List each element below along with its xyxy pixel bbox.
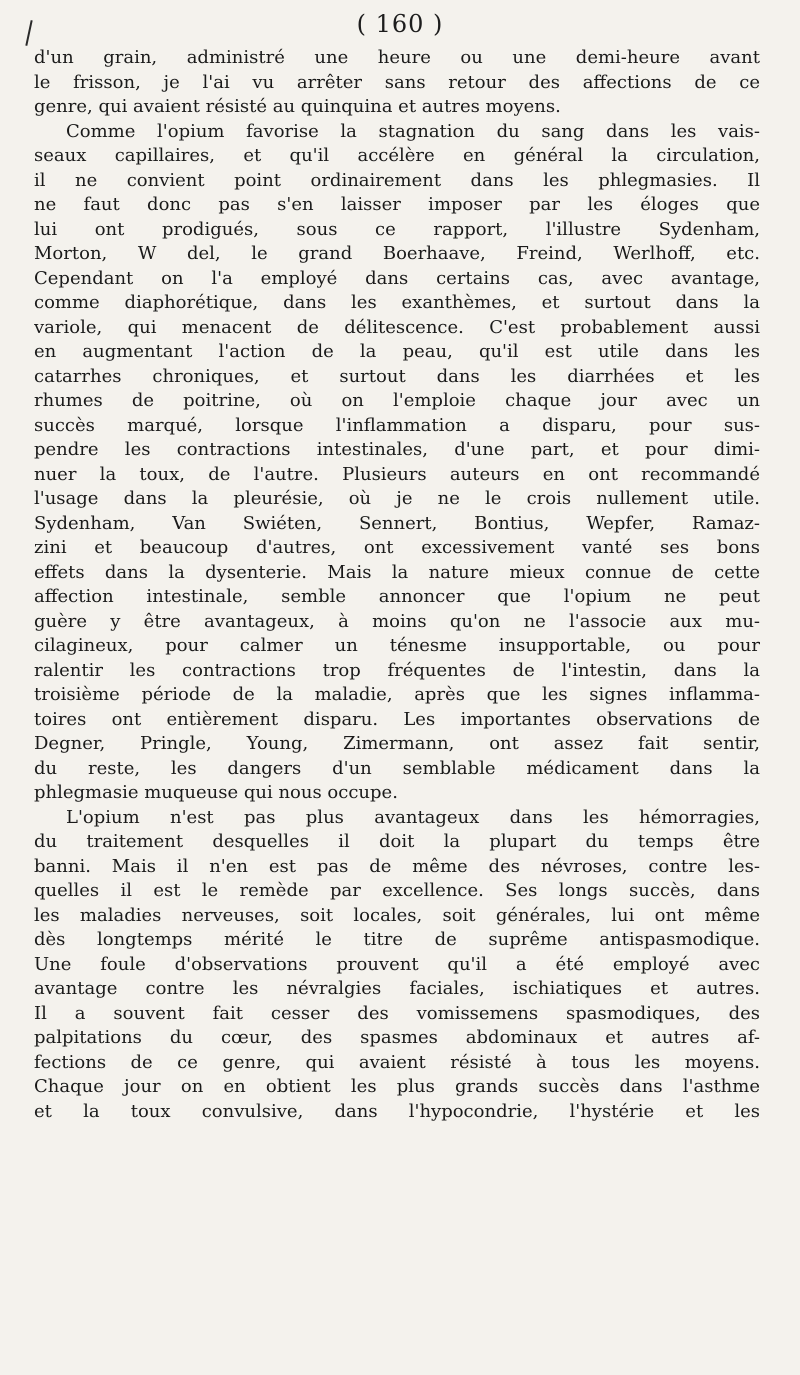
- text-line: toires ont entièrement disparu. Les importantes observations de: [34, 708, 760, 730]
- text-line: Chaque jour on en obtient les plus grands succès dans l'asthme: [34, 1076, 760, 1097]
- text-line: phlegmasie muqueuse qui nous occupe.: [34, 782, 398, 803]
- text-line: quelles il est le remède par excellence. Ses longs succès, dans: [34, 880, 760, 901]
- text-line: fections de ce genre, qui avaient résisté à tous les moyens.: [34, 1051, 760, 1073]
- text-line: L'opium n'est pas plus avantageux dans les hémorragies,: [66, 806, 760, 828]
- text-line: les maladies nerveuses, soit locales, soit générales, lui ont même: [34, 904, 760, 926]
- text-line: banni. Mais il n'en est pas de même des névroses, contre les-: [34, 855, 760, 877]
- text-line: affection intestinale, semble annoncer que l'opium ne peut: [34, 586, 760, 607]
- text-line: seaux capillaires, et qu'il accélère en général la circulation,: [34, 145, 760, 166]
- text-line: avantage contre les névralgies faciales, ischiatiques et autres.: [34, 978, 760, 999]
- text-line: dès longtemps mérité le titre de suprême antispasmodique.: [34, 929, 760, 950]
- text-line: Cependant on l'a employé dans certains cas, avec avantage,: [34, 267, 760, 289]
- text-line: l'usage dans la pleurésie, où je ne le crois nullement utile.: [34, 488, 760, 509]
- text-line: d'un grain, administré une heure ou une demi-heure avant: [34, 47, 760, 68]
- text-line: guère y être avantageux, à moins qu'on ne l'associe aux mu-: [34, 610, 760, 632]
- text-line: il ne convient point ordinairement dans les phlegmasies. Il: [34, 169, 760, 191]
- text-line: catarrhes chroniques, et surtout dans les diarrhées et les: [34, 365, 760, 387]
- text-line: effets dans la dysenterie. Mais la nature mieux connue de cette: [34, 561, 760, 583]
- text-line: genre, qui avaient résisté au quinquina et autres moyens.: [34, 96, 561, 117]
- text-line: palpitations du cœur, des spasmes abdominaux et autres af-: [34, 1027, 760, 1048]
- text-line: lui ont prodigués, sous ce rapport, l'illustre Sydenham,: [34, 218, 760, 240]
- text-line: troisième période de la maladie, après que les signes inflamma-: [34, 684, 760, 705]
- page-number: ( 160 ): [356, 10, 444, 38]
- text-line: Morton, W del, le grand Boerhaave, Freind, Werlhoff, etc.: [34, 243, 760, 264]
- text-line: Sydenham, Van Swiéten, Sennert, Bontius, Wepfer, Ramaz-: [34, 512, 760, 534]
- text-line: cilagineux, pour calmer un ténesme insupportable, ou pour: [34, 635, 760, 656]
- text-line: variole, qui menacent de délitescence. C'est probablement aussi: [34, 316, 760, 338]
- body-text: [34, 46, 760, 1124]
- text-line: pendre les contractions intestinales, d'une part, et pour dimi-: [34, 439, 760, 460]
- text-line: Une foule d'observations prouvent qu'il a été employé avec: [34, 953, 760, 975]
- text-line: le frisson, je l'ai vu arrêter sans retour des affections de ce: [34, 71, 760, 93]
- text-line: ralentir les contractions trop fréquentes de l'intestin, dans la: [34, 659, 760, 681]
- text-line: rhumes de poitrine, où on l'emploie chaque jour avec un: [34, 390, 760, 411]
- text-line: zini et beaucoup d'autres, ont excessivement vanté ses bons: [34, 537, 760, 558]
- text-line: en augmentant l'action de la peau, qu'il est utile dans les: [34, 341, 760, 362]
- text-line: Il a souvent fait cesser des vomissemens spasmodiques, des: [34, 1002, 760, 1024]
- text-line: du reste, les dangers d'un semblable médicament dans la: [34, 757, 760, 779]
- text-line: et la toux convulsive, dans l'hypocondrie, l'hystérie et les: [34, 1100, 760, 1122]
- text-line: succès marqué, lorsque l'inflammation a disparu, pour sus-: [34, 414, 760, 436]
- text-line: nuer la toux, de l'autre. Plusieurs auteurs en ont recommandé: [34, 463, 760, 485]
- text-line: comme diaphorétique, dans les exanthèmes, et surtout dans la: [34, 292, 760, 313]
- text-line: Degner, Pringle, Young, Zimermann, ont assez fait sentir,: [34, 733, 760, 754]
- text-line: ne faut donc pas s'en laisser imposer par les éloges que: [34, 194, 760, 215]
- text-line: du traitement desquelles il doit la plupart du temps être: [34, 831, 760, 852]
- text-line: Comme l'opium favorise la stagnation du sang dans les vais-: [66, 120, 760, 142]
